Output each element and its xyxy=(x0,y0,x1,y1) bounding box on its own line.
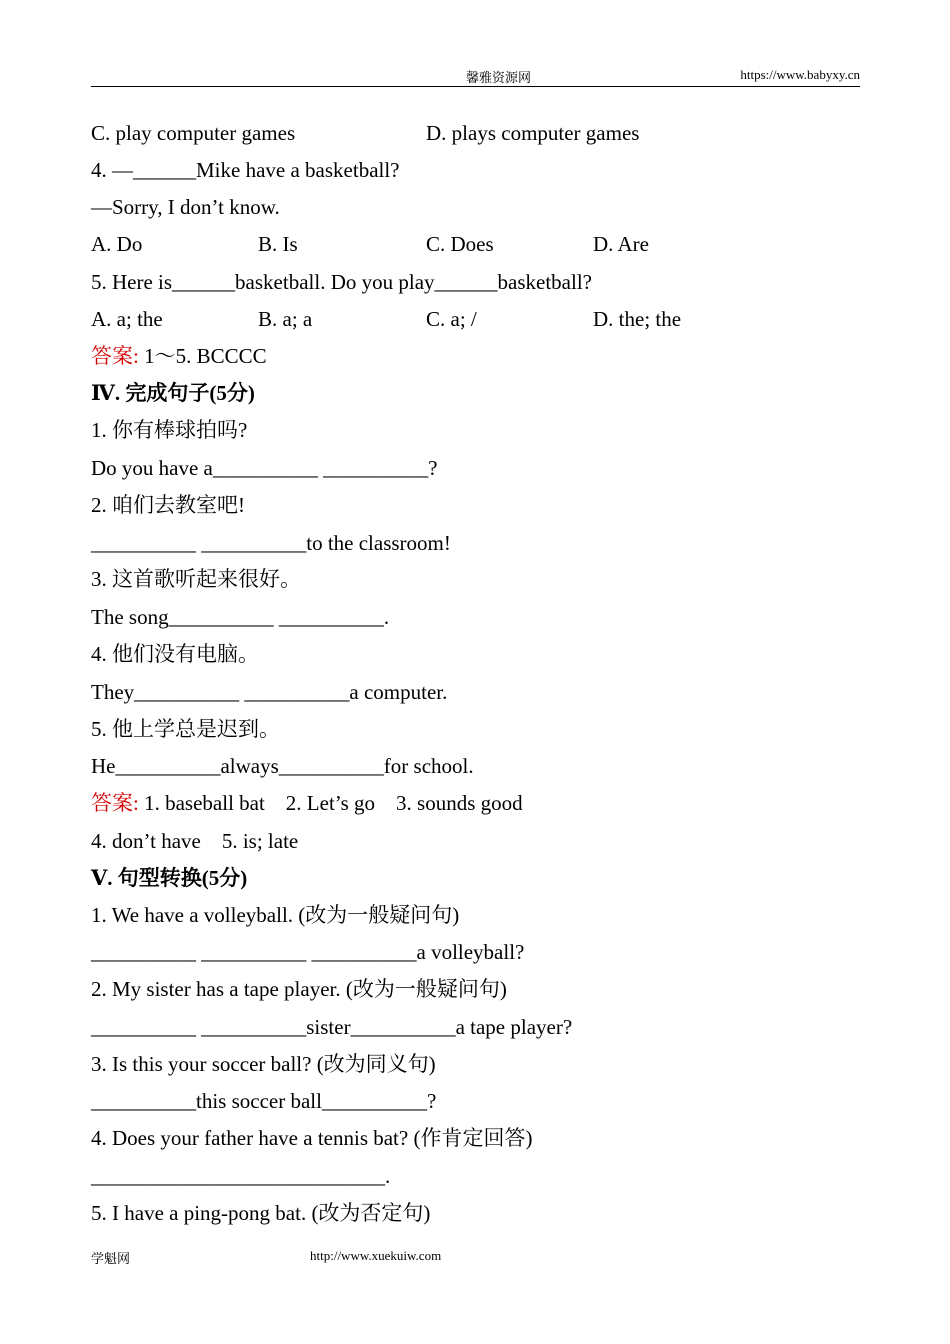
question-4: 4. —______Mike have a basketball? xyxy=(91,158,400,182)
option-a: A. Do xyxy=(91,232,143,256)
answer-section-4-cont: 4. don’t have 5. is; late xyxy=(91,829,299,853)
transform-5-1: 1. We have a volleyball. (改为一般疑问句) xyxy=(91,903,460,927)
transform-5-2: 2. My sister has a tape player. (改为一般疑问句) xyxy=(91,977,507,1001)
answer-label: 答案: xyxy=(91,344,139,368)
transform-5-4-blank: ____________________________. xyxy=(91,1164,391,1188)
sentence-4-4: 4. 他们没有电脑。 xyxy=(91,642,259,666)
section-4-heading: Ⅳ. 完成句子(5分) xyxy=(91,381,255,405)
sentence-4-2-blank: __________ __________to the classroom! xyxy=(91,531,451,555)
option-c: C. a; / xyxy=(426,307,477,331)
option-b: B. a; a xyxy=(258,307,313,331)
sentence-4-4-blank: They__________ __________a computer. xyxy=(91,680,448,704)
answer-label: 答案: xyxy=(91,791,139,815)
question-5: 5. Here is______basketball. Do you play______basketball? xyxy=(91,270,592,294)
option-b: B. Is xyxy=(258,232,298,256)
sentence-4-1-blank: Do you have a__________ __________? xyxy=(91,456,438,480)
option-a: A. a; the xyxy=(91,307,163,331)
transform-5-2-blank: __________ __________sister__________a tape player? xyxy=(91,1015,573,1039)
sentence-4-2: 2. 咱们去教室吧! xyxy=(91,493,245,517)
option-d: D. plays computer games xyxy=(426,121,640,145)
answer-section-4 xyxy=(91,790,523,816)
page-header xyxy=(91,66,860,87)
dialogue-reply: —Sorry, I don’t know. xyxy=(91,195,280,219)
footer-site-name: 学魁网 xyxy=(91,1251,131,1266)
transform-5-3-blank: __________this soccer ball__________? xyxy=(91,1089,437,1113)
transform-5-1-blank: __________ __________ __________a volleyball? xyxy=(91,940,525,964)
transform-5-5: 5. I have a ping-pong bat. (改为否定句) xyxy=(91,1201,431,1225)
sentence-4-3-blank: The song__________ __________. xyxy=(91,605,390,629)
footer-url[interactable]: http://www.xuekuiw.com xyxy=(310,1248,442,1263)
section-5-heading: Ⅴ. 句型转换(5分) xyxy=(91,866,248,890)
answer-text: 1～5. BCCCC xyxy=(138,344,267,368)
answer-line-3 xyxy=(91,343,267,369)
sentence-4-3: 3. 这首歌听起来很好。 xyxy=(91,567,301,591)
answer-text: 1. baseball bat 2. Let’s go 3. sounds good xyxy=(138,791,523,815)
option-c: C. Does xyxy=(426,232,494,256)
transform-5-4: 4. Does your father have a tennis bat? (作肯定回答) xyxy=(91,1126,533,1150)
sentence-4-5-blank: He__________always__________for school. xyxy=(91,754,474,778)
header-site-name: 馨雅资源网 xyxy=(466,70,532,85)
header-url[interactable]: https://www.babyxy.cn xyxy=(740,67,860,82)
transform-5-3: 3. Is this your soccer ball? (改为同义句) xyxy=(91,1052,436,1076)
sentence-4-5: 5. 他上学总是迟到。 xyxy=(91,717,280,741)
option-d: D. the; the xyxy=(593,307,682,331)
option-c: C. play computer games xyxy=(91,121,296,145)
sentence-4-1: 1. 你有棒球拍吗? xyxy=(91,418,248,442)
option-d: D. Are xyxy=(593,232,649,256)
